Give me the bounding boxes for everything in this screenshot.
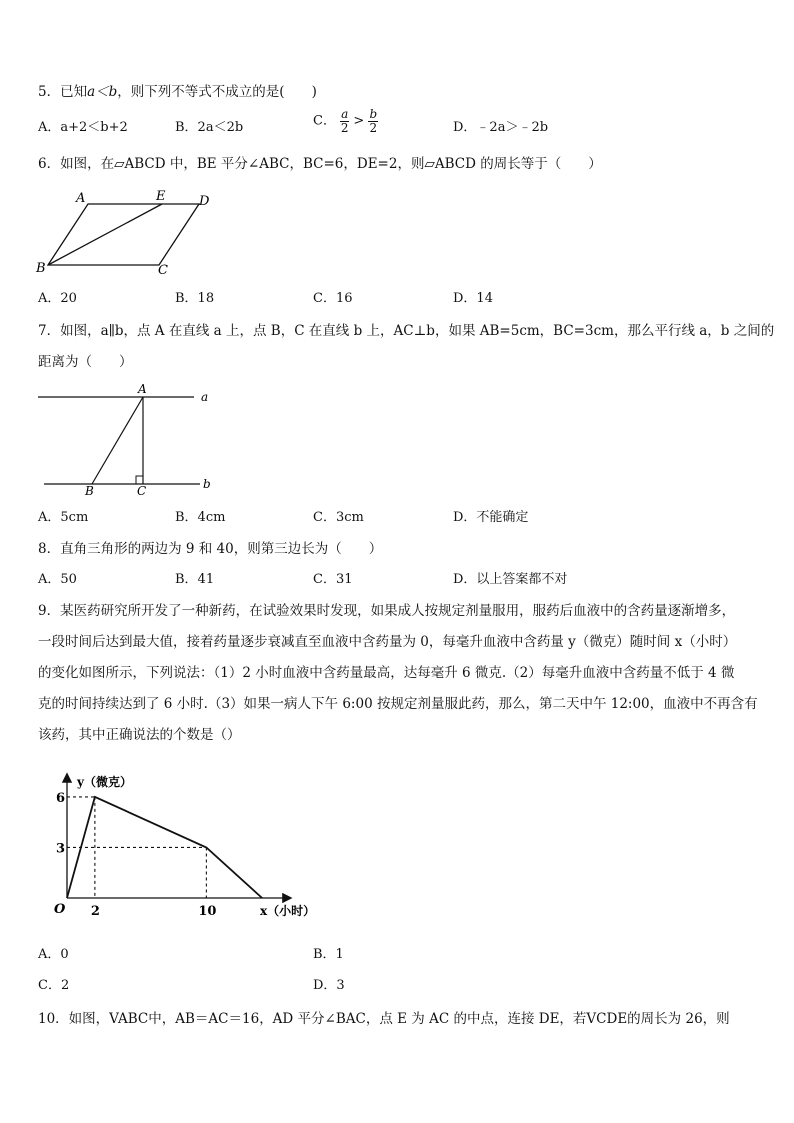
- q7-option-c: C．3cm: [313, 510, 364, 525]
- label-d: D: [199, 194, 210, 209]
- q9-option-a: A．0: [38, 947, 69, 962]
- q9-stem-line4: 克的时间持续达到了 6 小时.（3）如果一病人下午 6:00 按规定剂量服此药，那么，第二天中午 12:00，血液中不再含有: [38, 696, 758, 712]
- q8-option-d: D．以上答案都不对: [453, 572, 568, 587]
- y-tick-6: 6: [56, 790, 66, 806]
- q7-option-a: A．5cm: [38, 510, 89, 525]
- q10-stem: 10．如图，VABC中，AB＝AC＝16，AD 平分∠BAC，点 E 为 AC 的中点，连接 DE，若VCDE的周长为 26，则: [38, 1011, 730, 1027]
- right-angle-mark: [136, 476, 143, 484]
- x-tick-10: 10: [198, 904, 217, 919]
- q9-option-c: C．2: [38, 978, 70, 993]
- q5-stem: 5．已知a＜b，则下列不等式不成立的是( ): [38, 84, 317, 100]
- q5-option-d: D．﹣2a＞﹣2b: [453, 120, 549, 135]
- q8-option-c: C．31: [313, 572, 353, 587]
- q9-drug-concentration-chart: [40, 765, 340, 925]
- q9-stem-line3: 的变化如图所示，下列说法：（1）2 小时血液中含药量最高，达每毫升 6 微克.（2）每毫升血液中含药量不低于 4 微: [38, 665, 735, 681]
- label-c: C: [158, 263, 168, 278]
- q6-option-a: A．20: [38, 291, 77, 306]
- label-b: B: [85, 484, 94, 498]
- q5-option-b: B．2a＜2b: [175, 120, 244, 135]
- q6-option-d: D．14: [453, 291, 493, 306]
- q9-option-d: D．3: [313, 978, 345, 993]
- segment-be: [48, 204, 162, 265]
- x-tick-2: 2: [90, 904, 100, 919]
- q6-option-c: C．16: [313, 291, 353, 306]
- x-axis-label: x（小时）: [260, 904, 316, 918]
- label-a: A: [76, 191, 86, 206]
- q6-stem: 6．如图，在▱ABCD 中，BE 平分∠ABC，BC=6，DE=2，则▱ABCD 的周长等于（ ）: [38, 156, 602, 172]
- q6-option-b: B．18: [175, 291, 215, 306]
- segment-ab: [92, 397, 143, 484]
- q9-option-b: B．1: [313, 947, 344, 962]
- label-c: C: [137, 484, 147, 498]
- q5-option-a: A．a+2＜b+2: [38, 120, 128, 135]
- q8-stem: 8．直角三角形的两边为 9 和 40，则第三边长为（ ）: [38, 541, 383, 557]
- fraction-b-over-2: $\frac{b}{2}$: [369, 107, 378, 135]
- q9-stem-line2: 一段时间后达到最大值，接着药量逐步衰减直至血液中含药量为 0，每毫升血液中含药量 y（微克）随时间 x（小时）: [38, 634, 737, 650]
- label-line-b: b: [203, 477, 211, 491]
- q7-stem-line1: 7．如图，a∥b，点 A 在直线 a 上，点 B，C 在直线 b 上，AC⊥b，如果 AB=5cm，BC=3cm，那么平行线 a，b 之间的: [38, 323, 775, 339]
- label-a: A: [138, 382, 147, 396]
- q7-option-d: D．不能确定: [453, 510, 529, 525]
- q9-stem-line1: 9．某医药研究所开发了一种新药，在试验效果时发现，如果成人按规定剂量服用，服药后血液中的含药量逐渐增多，: [38, 603, 736, 619]
- q7-stem-line2: 距离为（ ）: [38, 354, 133, 370]
- label-e: E: [156, 189, 166, 204]
- parallelogram-abcd: [48, 204, 199, 265]
- label-b: B: [36, 261, 46, 276]
- q6-parallelogram-figure: [32, 188, 222, 278]
- q8-option-b: B．41: [175, 572, 215, 587]
- fraction-a-over-2: $\frac{a}{2}$: [340, 107, 349, 135]
- q5-option-c: C． $\frac{a}{2}$ > $\frac{b}{2}$: [313, 107, 378, 135]
- origin-label: O: [54, 902, 66, 917]
- label-line-a: a: [201, 390, 209, 404]
- q9-stem-line5: 该药，其中正确说法的个数是（）: [38, 727, 241, 743]
- y-tick-3: 3: [56, 841, 66, 857]
- q7-parallel-lines-figure: [32, 380, 222, 500]
- y-axis-label: y（微克）: [77, 775, 132, 789]
- q8-option-a: A．50: [38, 572, 77, 587]
- q7-option-b: B．4cm: [175, 510, 226, 525]
